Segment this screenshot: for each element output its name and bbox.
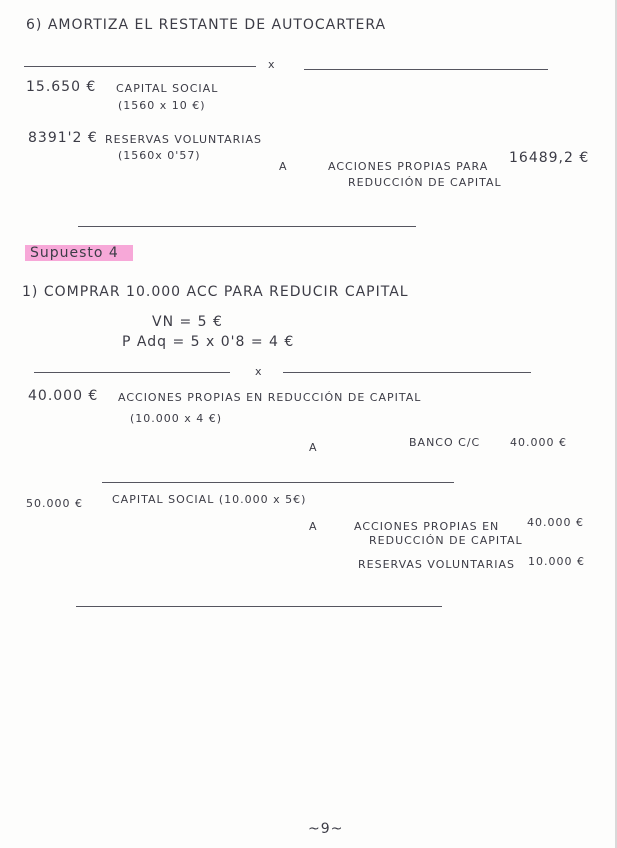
credit-amount: 10.000 € <box>528 555 585 568</box>
debit-calculation: (10.000 x 4 €) <box>130 412 223 425</box>
page-number: ~9~ <box>308 821 344 837</box>
journal-rule <box>34 372 230 373</box>
debit-amount: 40.000 € <box>28 388 99 404</box>
journal-separator-x: x <box>268 58 275 71</box>
debit-account: RESERVAS VOLUNTARIAS <box>105 133 263 146</box>
credit-marker: A <box>279 160 288 173</box>
credit-marker: A <box>309 441 318 454</box>
acquisition-price: P Adq = 5 x 0'8 = 4 € <box>122 334 295 350</box>
journal-closing-rule <box>102 482 454 483</box>
debit-account: CAPITAL SOCIAL <box>116 82 219 95</box>
credit-amount: 40.000 € <box>510 436 567 449</box>
debit-account: CAPITAL SOCIAL (10.000 x 5€) <box>112 493 307 506</box>
debit-amount: 50.000 € <box>26 497 83 510</box>
credit-account-line1: ACCIONES PROPIAS PARA <box>328 160 489 173</box>
credit-account: RESERVAS VOLUNTARIAS <box>358 558 516 571</box>
credit-amount: 40.000 € <box>527 516 584 529</box>
journal-closing-rule <box>76 606 442 607</box>
credit-account-line1: ACCIONES PROPIAS EN <box>354 520 500 533</box>
credit-account-line2: REDUCCIÓN DE CAPITAL <box>348 176 502 189</box>
journal-rule <box>24 66 256 67</box>
credit-amount: 16489,2 € <box>509 150 590 166</box>
debit-amount: 8391'2 € <box>28 130 98 146</box>
nominal-value: VN = 5 € <box>152 314 223 330</box>
step6-title: 6) AMORTIZA EL RESTANTE DE AUTOCARTERA <box>26 17 387 33</box>
credit-marker: A <box>309 520 318 533</box>
journal-closing-rule <box>78 226 416 227</box>
debit-account: ACCIONES PROPIAS EN REDUCCIÓN DE CAPITAL <box>118 391 422 404</box>
debit-calculation: (1560 x 10 €) <box>118 99 206 112</box>
journal-rule <box>283 372 531 373</box>
debit-amount: 15.650 € <box>26 79 97 95</box>
debit-calculation: (1560x 0'57) <box>118 149 201 162</box>
step1-title: 1) COMPRAR 10.000 ACC PARA REDUCIR CAPITAL <box>22 284 409 300</box>
supuesto-label: Supuesto 4 <box>30 245 119 261</box>
credit-account: BANCO C/C <box>409 436 481 449</box>
journal-rule <box>304 69 548 70</box>
credit-account-line2: REDUCCIÓN DE CAPITAL <box>369 534 523 547</box>
journal-separator-x: x <box>255 365 262 378</box>
